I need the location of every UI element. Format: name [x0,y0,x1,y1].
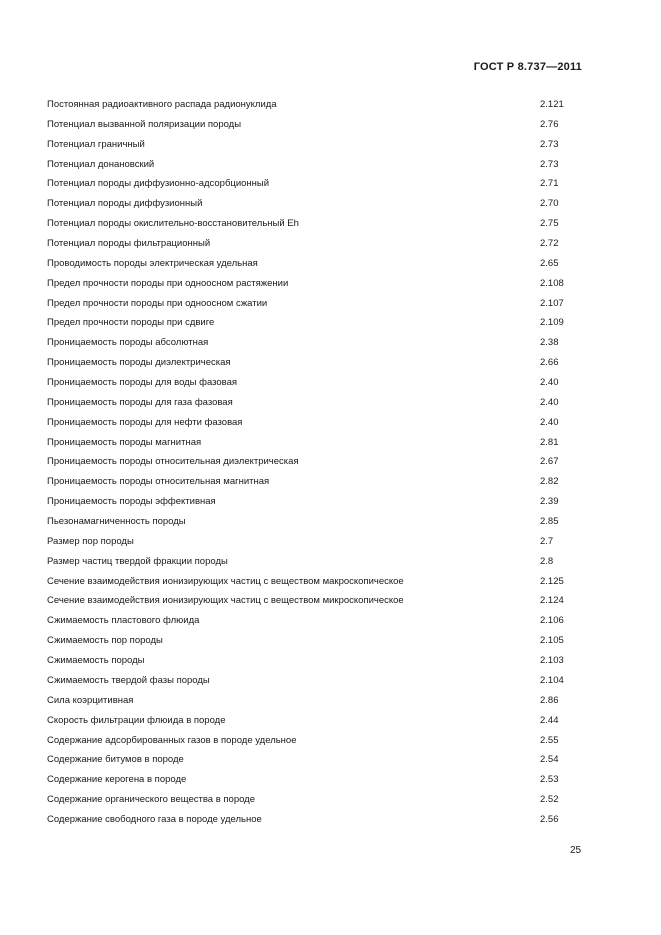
entry-reference-number: 2.39 [540,496,559,508]
entry-term: Сжимаемость пор породы [47,635,163,647]
entry-reference-number: 2.81 [540,436,559,448]
index-entry [47,713,587,733]
entry-term: Содержание адсорбированных газов в породе удельное [47,734,297,746]
index-entry [47,812,587,832]
entry-reference-number: 2.66 [540,357,559,369]
entry-term: Размер пор породы [47,535,134,547]
index-entry [47,335,587,355]
entry-reference-number: 2.85 [540,516,559,528]
index-entry [47,97,587,117]
entry-term: Предел прочности породы при сдвиге [47,317,215,329]
index-entry [47,574,587,594]
index-entry [47,355,587,375]
entry-term: Пьезонамагниченность породы [47,516,186,528]
entry-term: Потенциал породы диффузионно-адсорбционный [47,178,270,190]
entry-term: Сечение взаимодействия ионизирующих частиц с веществом макроскопическое [47,575,404,587]
entry-reference-number: 2.40 [540,416,559,428]
index-entry [47,435,587,455]
index-entry [47,514,587,534]
entry-reference-number: 2.54 [540,754,559,766]
index-entry [47,593,587,613]
index-entry [47,454,587,474]
entry-reference-number: 2.73 [540,138,559,150]
entry-term: Проницаемость породы эффективная [47,496,216,508]
entry-term: Постоянная радиоактивного распада радионуклида [47,99,277,110]
entry-term: Потенциал породы диффузионный [47,198,203,210]
index-entry [47,117,587,137]
index-entry [47,653,587,673]
index-entry [47,216,587,236]
index-entry [47,395,587,415]
entry-reference-number: 2.70 [540,198,559,210]
entry-reference-number: 2.56 [540,813,559,825]
index-entry [47,534,587,554]
entry-reference-number: 2.40 [540,377,559,389]
index-entry [47,494,587,514]
entry-term: Потенциал вызванной поляризации породы [47,118,242,130]
index-entry [47,315,587,335]
entry-term: Проницаемость породы магнитная [47,436,202,448]
entry-reference-number: 2.124 [540,595,564,607]
entry-reference-number: 2.53 [540,774,559,786]
entry-term: Потенциал граничный [47,138,145,150]
entry-term: Проницаемость породы для газа фазовая [47,396,233,408]
entry-reference-number: 2.105 [540,635,564,647]
index-entry [47,196,587,216]
page-number: 25 [570,845,582,856]
entry-reference-number: 2.55 [540,734,559,746]
index-entry [47,296,587,316]
entry-reference-number: 2.104 [540,674,564,686]
entry-reference-number: 2.67 [540,456,559,468]
entry-reference-number: 2.75 [540,218,559,230]
index-entry [47,693,587,713]
entry-reference-number: 2.76 [540,118,559,130]
document-header: ГОСТ Р 8.737—2011 [473,61,582,73]
entry-term: Содержание свободного газа в породе удельное [47,813,262,825]
entry-term: Проводимость породы электрическая удельная [47,257,258,269]
entry-reference-number: 2.106 [540,615,564,627]
entry-term: Сжимаемость породы [47,655,145,667]
entry-reference-number: 2.107 [540,297,564,309]
entry-reference-number: 2.109 [540,317,564,329]
index-entry [47,415,587,435]
index-entry [47,375,587,395]
entry-reference-number: 2.7 [540,535,554,547]
index-entry [47,673,587,693]
index-entry [47,236,587,256]
entry-term: Проницаемость породы диэлектрическая [47,357,231,369]
entry-term: Содержание органического вещества в породе [47,794,256,806]
index-entry [47,276,587,296]
term-index-list [47,97,587,832]
entry-term: Проницаемость породы для воды фазовая [47,377,238,389]
entry-term: Сечение взаимодействия ионизирующих частиц с веществом микроскопическое [47,595,404,607]
index-entry [47,752,587,772]
index-entry [47,137,587,157]
entry-reference-number: 2.71 [540,178,559,190]
index-entry [47,772,587,792]
entry-reference-number: 2.40 [540,396,559,408]
entry-term: Потенциал породы фильтрационный [47,238,211,250]
index-entry [47,474,587,494]
entry-term: Сжимаемость твердой фазы породы [47,674,210,686]
index-entry [47,633,587,653]
entry-reference-number: 2.72 [540,238,559,250]
entry-reference-number: 2.65 [540,257,559,269]
entry-term: Проницаемость породы относительная магнитная [47,476,270,488]
entry-reference-number: 2.44 [540,714,559,726]
entry-term: Предел прочности породы при одноосном сжатии [47,297,268,309]
entry-term: Проницаемость породы для нефти фазовая [47,416,243,428]
entry-term: Предел прочности породы при одноосном растяжении [47,277,289,289]
index-entry [47,733,587,753]
index-entry [47,613,587,633]
index-entry [47,157,587,177]
index-entry [47,256,587,276]
entry-reference-number: 2.52 [540,794,559,806]
entry-term: Сила коэрцитивная [47,694,134,706]
entry-reference-number: 2.38 [540,337,559,349]
index-entry [47,176,587,196]
index-entry [47,554,587,574]
entry-term: Проницаемость породы абсолютная [47,337,209,349]
entry-reference-number: 2.121 [540,99,564,110]
entry-reference-number: 2.103 [540,655,564,667]
entry-term: Проницаемость породы относительная диэлектрическая [47,456,299,468]
entry-term: Содержание керогена в породе [47,774,187,786]
entry-term: Потенциал породы окислительно-восстановительный Eh [47,218,299,230]
entry-reference-number: 2.125 [540,575,564,587]
entry-reference-number: 2.73 [540,158,559,170]
entry-term: Размер частиц твердой фракции породы [47,555,228,567]
entry-term: Скорость фильтрации флюида в породе [47,714,226,726]
index-entry [47,792,587,812]
entry-reference-number: 2.108 [540,277,564,289]
entry-reference-number: 2.8 [540,555,554,567]
entry-term: Содержание битумов в породе [47,754,184,766]
entry-reference-number: 2.86 [540,694,559,706]
entry-term: Потенциал донановский [47,158,155,170]
entry-reference-number: 2.82 [540,476,559,488]
entry-term: Сжимаемость пластового флюида [47,615,200,627]
